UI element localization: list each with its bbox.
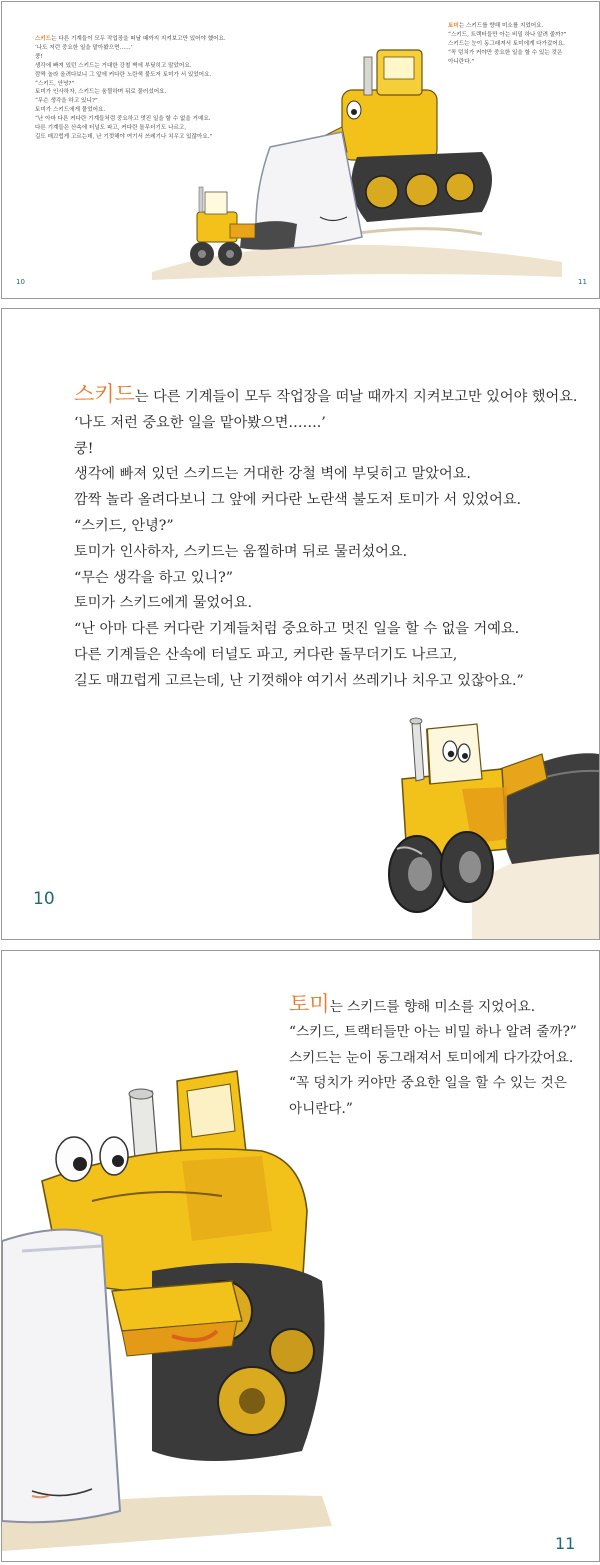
spread-page-number-left: 10	[16, 278, 25, 286]
spread-line-text: 길도 매끄럽게 고르는데, 난 기껏해야 여기서 쓰레기나 치우고 있잖아요.”	[35, 133, 213, 140]
spread-highlight-word: 토미	[448, 23, 459, 29]
spread-line-text: 깜짝 놀라 올려다보니 그 앞에 커다란 노란색 불도저 토미가 서 있었어요.	[35, 71, 212, 78]
story-line: 다른 기계들은 산속에 터널도 파고, 커다란 돌무더기도 나르고,	[74, 646, 458, 663]
spread-highlight-word: 스키드	[35, 36, 52, 42]
page-10	[1, 308, 600, 940]
spread-thumbnail	[1, 1, 600, 299]
story-line: 토미가 스키드에게 물었어요.	[74, 595, 252, 612]
skid-steer-illustration	[2, 309, 599, 939]
page-11	[1, 950, 600, 1562]
spread-line-text: “스키드, 트랙터들만 아는 비밀 하나 알려 줄까?”	[448, 31, 567, 38]
spread-line-text: 쿵!	[35, 53, 43, 60]
story-line: 토미가 인사하자, 스키드는 움찔하며 뒤로 물러섰어요.	[74, 543, 408, 560]
story-line: 스키드는 눈이 동그래져서 토미에게 다가갔어요.	[289, 1049, 574, 1066]
story-line: ‘나도 저런 중요한 일을 맡아봤으면…….’	[74, 414, 326, 431]
story-line: 생각에 빠져 있던 스키드는 거대한 강철 벽에 부딪히고 말았어요.	[74, 466, 471, 483]
spread-line-text: “스키드, 안녕?”	[35, 80, 75, 87]
spread-line-text: “꼭 덩치가 커야만 중요한 일을 할 수 있는 것은	[448, 49, 563, 56]
lead-word-skid: 스키드	[74, 382, 135, 406]
spread-line-text: 스키드는 눈이 동그래져서 토미에게 다가갔어요.	[448, 40, 565, 47]
story-line: 길도 매끄럽게 고르는데, 난 기껏해야 여기서 쓰레기나 치우고 있잖아요.”	[74, 672, 524, 689]
spread-line-text: 토미가 스키드에게 물었어요.	[35, 107, 106, 114]
story-line: “무슨 생각을 하고 있니?”	[74, 569, 233, 586]
story-line: “꼭 덩치가 커야만 중요한 일을 할 수 있는 것은	[289, 1075, 567, 1092]
story-line: “스키드, 트랙터들만 아는 비밀 하나 알려 줄까?”	[289, 1024, 577, 1041]
story-line: 아니란다.”	[289, 1100, 353, 1117]
spread-line-text: 아니란다.”	[448, 58, 475, 65]
first-line-text: 는 다른 기계들이 모두 작업장을 떠날 때까지 지켜보고만 있어야 했어요.	[134, 389, 578, 405]
story-line: “난 아마 다른 커다란 기계들처럼 중요하고 멋진 일을 할 수 없을 거예요.	[74, 621, 520, 638]
page-number-11: 11	[555, 1534, 576, 1553]
spread-line-text: “무슨 생각을 하고 있니?”	[35, 98, 98, 105]
page-number-10: 10	[33, 889, 55, 909]
spread-line-text: 생각에 빠져 있던 스키드는 거대한 강철 벽에 부딪히고 말았어요.	[35, 62, 192, 69]
story-line: 깜짝 놀라 올려다보니 그 앞에 커다란 노란색 불도저 토미가 서 있었어요.	[74, 492, 522, 509]
spread-line-text: 는 다른 기계들이 모두 작업장을 떠날 때까지 지켜보고만 있어야 했어요.	[51, 36, 226, 42]
spread-line-text: 는 스키드를 향해 미소를 지었어요.	[458, 23, 544, 29]
bulldozer-illustration	[2, 951, 599, 1561]
story-line: 쿵!	[74, 440, 94, 457]
first-line-text: 는 스키드를 향해 미소를 지었어요.	[329, 999, 536, 1015]
lead-word-tommy: 토미	[289, 992, 330, 1016]
spread-line-text: 다른 기계들은 산속에 터널도 파고, 커다란 돌무더기도 나르고,	[35, 125, 187, 132]
spread-illustration	[2, 2, 599, 298]
spread-line-text: “난 아마 다른 커다란 기계들처럼 중요하고 멋진 일을 할 수 없을 거예요.	[35, 116, 211, 123]
spread-page-number-right: 11	[578, 278, 587, 286]
spread-line-text: 토미가 인사하자, 스키드는 움찔하며 뒤로 물러섰어요.	[35, 89, 167, 96]
spread-line-text: ‘나도 저런 중요한 일을 맡아봤으면……’	[35, 44, 133, 51]
story-line: “스키드, 안녕?”	[74, 517, 174, 534]
